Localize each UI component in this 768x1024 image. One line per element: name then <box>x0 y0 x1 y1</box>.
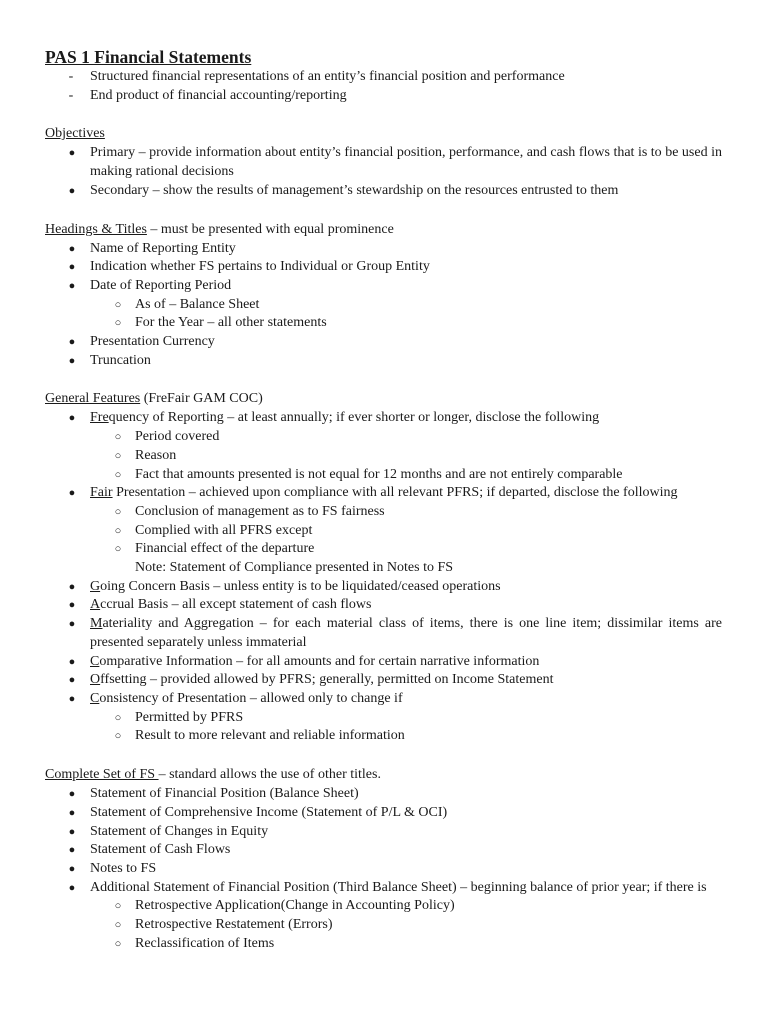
circle-bullet-icon: ○ <box>114 919 122 932</box>
list-item: ● Indication whether FS pertains to Individual or Group Entity <box>45 258 722 277</box>
circle-bullet-icon: ○ <box>114 900 122 913</box>
sub-list-item: ○ Reason <box>45 447 722 466</box>
sub-list-item: ○ For the Year – all other statements <box>45 314 722 333</box>
section-heading-headings-titles: Headings & Titles – must be presented with equal prominence <box>45 221 394 237</box>
bullet-icon: ● <box>68 487 76 500</box>
circle-bullet-icon: ○ <box>114 449 122 462</box>
sub-list-item: ○ Reclassification of Items <box>45 935 722 954</box>
bullet-icon: ● <box>68 242 76 255</box>
list-item: ● Secondary – show the results of management’s stewardship on the resources entrusted to them <box>45 182 722 201</box>
section-heading-general-features: General Features (FreFair GAM COC) <box>45 391 263 407</box>
bullet-icon: ● <box>68 618 76 631</box>
circle-bullet-icon: ○ <box>114 298 122 311</box>
list-item: ● Date of Reporting Period <box>45 277 722 296</box>
section-heading-objectives: Objectives <box>45 126 105 142</box>
sub-list-item: ○ As of – Balance Sheet <box>45 296 722 315</box>
circle-bullet-icon: ○ <box>114 524 122 537</box>
list-item: ● Notes to FS <box>45 860 722 879</box>
intro-item: - End product of financial accounting/reporting <box>45 87 722 106</box>
sub-list-item: ○ Result to more relevant and reliable information <box>45 727 722 746</box>
circle-bullet-icon: ○ <box>114 730 122 743</box>
list-item: ● Materiality and Aggregation – for each material class of items, there is one line item; dissimilar items are presented separately unless immaterial <box>68 616 722 650</box>
bullet-icon: ● <box>68 336 76 349</box>
bullet-icon: ● <box>68 147 76 160</box>
bullet-icon: ● <box>68 599 76 612</box>
sub-list-item: ○ Retrospective Restatement (Errors) <box>45 916 722 935</box>
sub-list-item: ○ Permitted by PFRS <box>45 709 722 728</box>
circle-bullet-icon: ○ <box>114 711 122 724</box>
bullet-icon: ● <box>68 692 76 705</box>
circle-bullet-icon: ○ <box>114 937 122 950</box>
bullet-icon: ● <box>68 674 76 687</box>
circle-bullet-icon: ○ <box>114 317 122 330</box>
bullet-icon: ● <box>68 261 76 274</box>
note-line: Note: Statement of Compliance presented in Notes to FS <box>135 560 454 576</box>
list-item: ● Fair Presentation – achieved upon compliance with all relevant PFRS; if departed, disclose the following <box>45 484 722 503</box>
intro-item: - Structured financial representations of an entity’s financial position and performance <box>45 68 722 87</box>
bullet-icon: ● <box>68 806 76 819</box>
list-item: ● Going Concern Basis – unless entity is to be liquidated/ceased operations <box>45 578 722 597</box>
sub-list-item: ○ Complied with all PFRS except <box>45 522 722 541</box>
sub-list-item: ○ Period covered <box>45 428 722 447</box>
document-page <box>45 47 722 953</box>
bullet-icon: ● <box>68 825 76 838</box>
list-item: ● Consistency of Presentation – allowed only to change if <box>45 690 722 709</box>
dash-marker: - <box>68 87 74 103</box>
bullet-icon: ● <box>68 580 76 593</box>
list-item: ● Comparative Information – for all amounts and for certain narrative information <box>45 653 722 672</box>
bullet-icon: ● <box>68 862 76 875</box>
section-heading-complete-set: Complete Set of FS – standard allows the use of other titles. <box>45 767 381 783</box>
bullet-icon: ● <box>68 279 76 292</box>
bullet-icon: ● <box>68 354 76 367</box>
list-item: ● Statement of Financial Position (Balance Sheet) <box>45 785 722 804</box>
bullet-icon: ● <box>68 412 76 425</box>
page-title: PAS 1 Financial Statements <box>45 47 252 67</box>
bullet-icon: ● <box>68 844 76 857</box>
sub-list-item: ○ Fact that amounts presented is not equal for 12 months and are not entirely comparable <box>45 466 722 485</box>
sub-list-item: ○ Financial effect of the departure <box>45 540 722 559</box>
circle-bullet-icon: ○ <box>114 431 122 444</box>
list-item: ● Name of Reporting Entity <box>45 240 722 259</box>
list-item: ● Offsetting – provided allowed by PFRS; generally, permitted on Income Statement <box>45 671 722 690</box>
circle-bullet-icon: ○ <box>114 543 122 556</box>
bullet-icon: ● <box>68 655 76 668</box>
circle-bullet-icon: ○ <box>114 505 122 518</box>
list-item: ● Additional Statement of Financial Position (Third Balance Sheet) – beginning balance of prior year; if there is <box>45 879 722 898</box>
bullet-icon: ● <box>68 788 76 801</box>
list-item: ● Statement of Changes in Equity <box>45 823 722 842</box>
list-item: ● Statement of Comprehensive Income (Statement of P/L & OCI) <box>45 804 722 823</box>
dash-marker: - <box>68 69 74 84</box>
sub-list-item: ○ Conclusion of management as to FS fairness <box>45 503 722 522</box>
list-item: ● Primary – provide information about entity’s financial position, performance, and cash flows that is to be used in making rational decisions <box>68 145 722 180</box>
list-item: ● Frequency of Reporting – at least annually; if ever shorter or longer, disclose the following <box>45 409 722 428</box>
list-item: ● Presentation Currency <box>45 333 722 352</box>
list-item: ● Truncation <box>45 352 722 371</box>
circle-bullet-icon: ○ <box>114 468 122 481</box>
bullet-icon: ● <box>68 881 76 894</box>
sub-list-item: ○ Retrospective Application(Change in Accounting Policy) <box>45 897 722 916</box>
list-item: ● Accrual Basis – all except statement of cash flows <box>45 596 722 615</box>
bullet-icon: ● <box>68 184 76 197</box>
list-item: ● Statement of Cash Flows <box>45 841 722 860</box>
